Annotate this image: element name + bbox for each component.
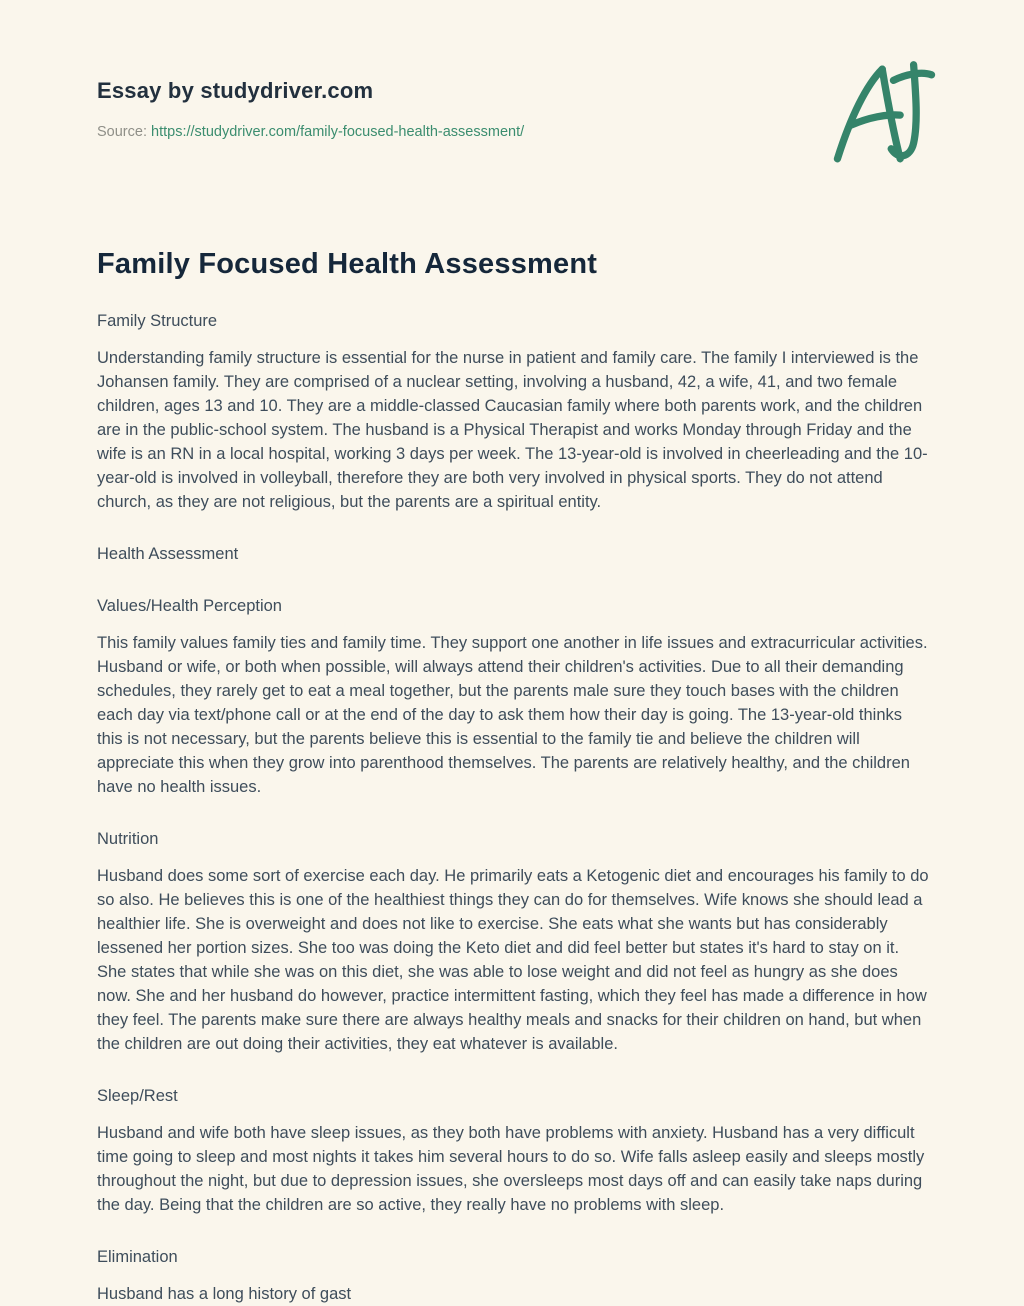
section-heading-health-assessment: Health Assessment (97, 545, 239, 563)
section-heading-nutrition: Nutrition (97, 830, 159, 848)
document-content (97, 78, 929, 1306)
section-heading-elimination: Elimination (97, 1248, 178, 1266)
section-heading-family-structure: Family Structure (97, 312, 218, 330)
article-title: Family Focused Health Assessment (97, 248, 598, 280)
paragraph: Understanding family structure is essential for the nurse in patient and family care. The family I interviewed is the Johansen family. They are comprised of a nuclear setting, involving a husband, 42, a wife, 41, and two female children, ages 13 and 10. They are a middle-classed Caucasian family where both parents work, and the children are in the public-school system. The husband is a Physical Therapist and works Monday through Friday and the wife is an RN in a local hospital, working 3 days per week. The 13-year-old is involved in cheerleading and the 10-year-old is involved in volleyball, therefore they are both very involved in physical sports. They do not attend church, as they are not religious, but the parents are a spiritual entity. (97, 349, 928, 511)
paragraph: Husband and wife both have sleep issues, as they both have problems with anxiety. Husband has a very difficult time going to sleep and most nights it takes him several hours to do so. Wife falls asleep easily and sleeps mostly throughout the night, but due to depression issues, she oversleeps most days off and can easily take naps during the day. Being that the children are so active, they really have no problems with sleep. (97, 1124, 925, 1214)
paragraph: This family values family ties and family time. They support one another in life issues and extracurricular activities. Husband or wife, or both when possible, will always attend their children's activities. Due to all their demanding schedules, they rarely get to eat a meal together, but the parents male sure they touch bases with the children each day via text/phone call or at the end of the day to ask them how their day is going. The 13-year-old thinks this is not necessary, but the parents believe this is essential to the family tie and believe the children will appreciate this when they grow into parenthood themselves. The parents are relatively healthy, and the children have no health issues. (97, 634, 928, 796)
paragraph: Husband has a long history of gast (97, 1285, 352, 1303)
section-heading-sleep-rest: Sleep/Rest (97, 1087, 178, 1105)
source-link[interactable]: https://studydriver.com/family-focused-health-assessment/ (151, 124, 525, 140)
paragraph: Husband does some sort of exercise each day. He primarily eats a Ketogenic diet and encourages his family to do so also. He believes this is one of the healthiest things they can do for themselves. Wife knows she should lead a healthier life. She is overweight and does not like to exercise. She eats what she wants but has considerably lessened her portion sizes. She too was doing the Keto diet and did feel better but states it's hard to stay on it. She states that while she was on this diet, she was able to lose weight and did not feel as hungry as she does now. She and her husband do however, practice intermittent fasting, which they feel has made a difference in how they feel. The parents make sure there are always healthy meals and snacks for their children on hand, but when the children are out doing their activities, they eat whatever is available. (97, 867, 929, 1053)
source-label: Source: (97, 124, 147, 140)
section-heading-values-health-perception: Values/Health Perception (97, 597, 282, 615)
header-title: Essay by studydriver.com (97, 78, 374, 103)
source-line (97, 124, 929, 140)
